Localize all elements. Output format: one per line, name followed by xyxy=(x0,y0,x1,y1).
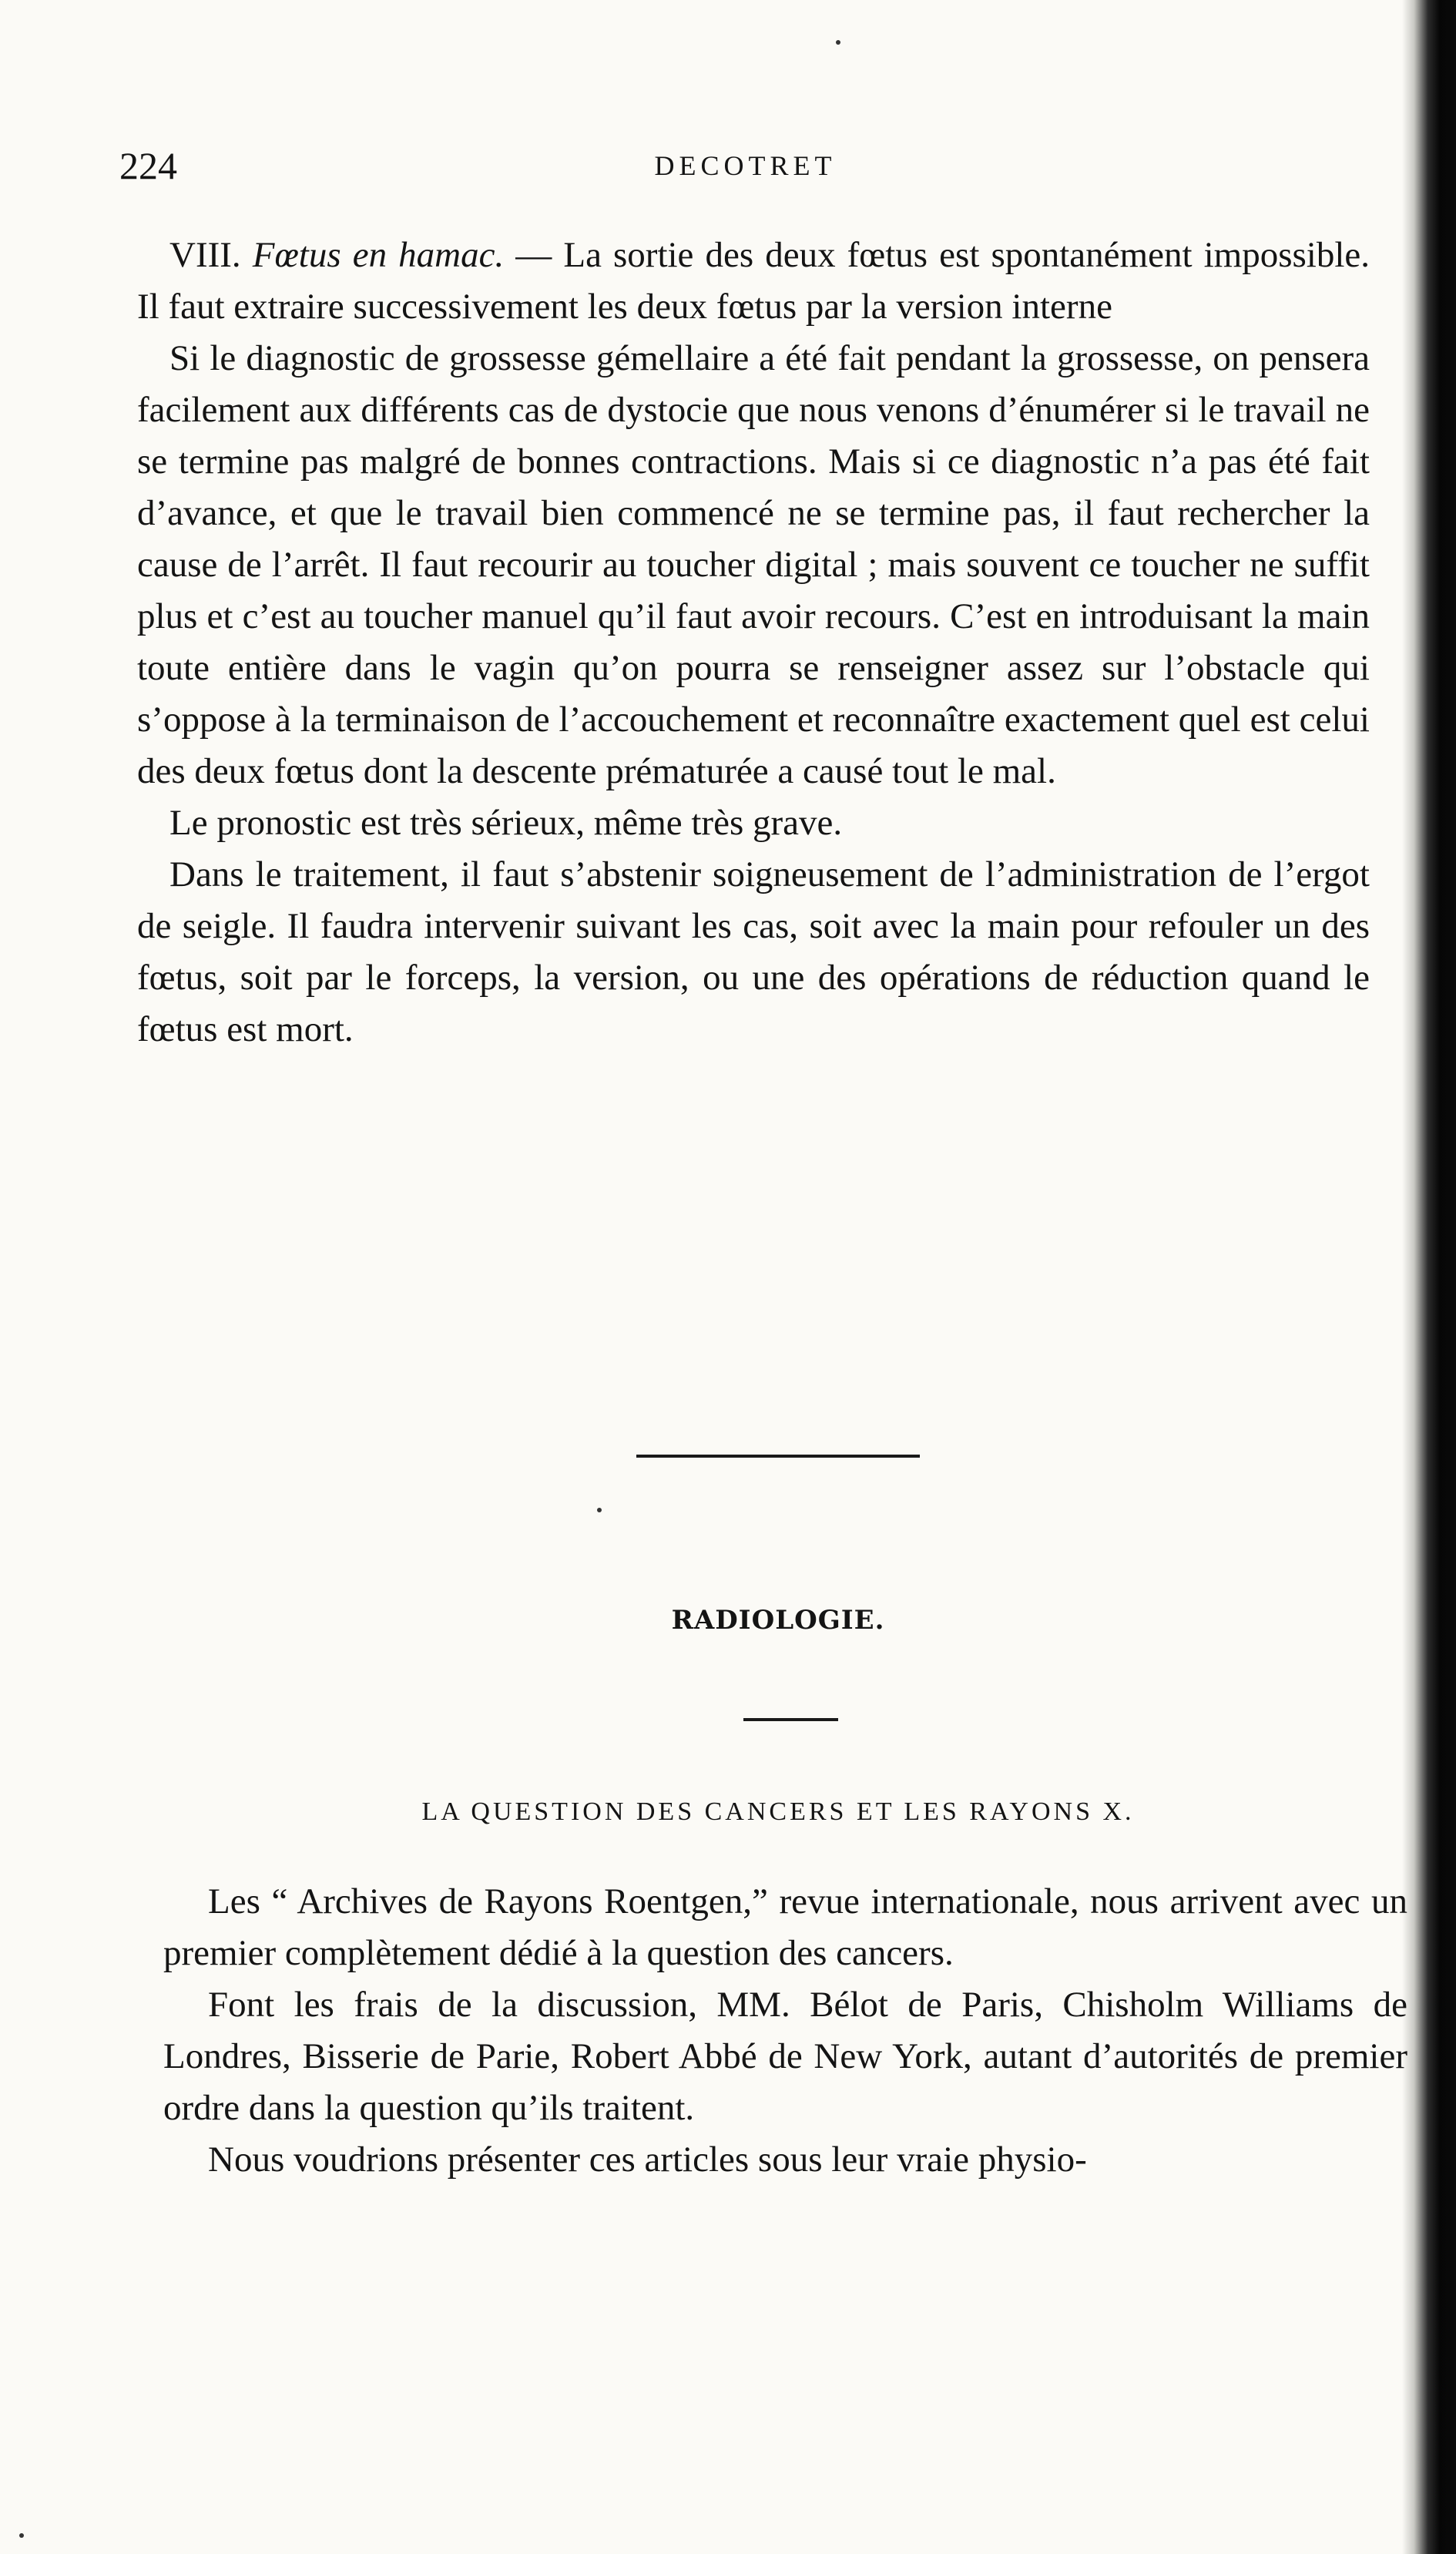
running-head: DECOTRET xyxy=(654,150,837,181)
section-divider xyxy=(636,1455,920,1458)
paragraph: Nous voudrions présenter ces articles sous leur vraie physio- xyxy=(208,2140,1087,2180)
speck xyxy=(19,2533,24,2538)
paragraph: Le pronostic est très sérieux, même très grave. xyxy=(169,803,843,843)
speck xyxy=(597,1508,602,1512)
paragraph: Si le diagnostic de grossesse gémellaire a été fait pendant la grossesse, on pensera facilement aux différents cas de dystocie que nous venons d’énumérer si le travail ne se termine pas malgré de bonnes contractions. Mais si ce diagnostic n’a pas été fait d’avance, et que le travail bien commencé ne se termine pas, il faut rechercher la cause de l’arrêt. Il faut recourir au toucher digital ; mais souvent ce toucher ne suffit plus et c’est au toucher manuel qu’il faut avoir recours. C’est en introduisant la main toute entière dans le vagin qu’on pourra se renseigner assez sur l’obstacle qui s’oppose à la terminaison de l’accouchement et reconnaître exactement quel est celui des deux fœtus dont la descente prématurée a causé tout le mal. xyxy=(137,338,1370,791)
article-body xyxy=(163,1876,1407,2186)
heading-divider xyxy=(743,1718,838,1721)
speck xyxy=(836,40,840,45)
article-title: LA QUESTION DES CANCERS ET LES RAYONS X. xyxy=(421,1797,1135,1826)
section-body xyxy=(137,230,1370,1055)
section-number: VIII. xyxy=(169,235,241,275)
page-edge-shadow xyxy=(1402,0,1456,2554)
paragraph: Les “ Archives de Rayons Roentgen,” revue internationale, nous arrivent avec un premier complètement dédié à la question des cancers. xyxy=(163,1881,1407,1973)
paragraph: Font les frais de la discussion, MM. Bélot de Paris, Chisholm Williams de Londres, Bisserie de Parie, Robert Abbé de New York, autant d’autorités de premier ordre dans la question qu’ils traitent. xyxy=(163,1985,1407,2128)
paragraph: Dans le traitement, il faut s’abstenir soigneusement de l’administration de l’ergot de seigle. Il faudra intervenir suivant les cas, soit avec la main pour refouler un des fœtus, soit par le forceps, la version, ou une des opérations de réduction quand le fœtus est mort. xyxy=(137,854,1370,1049)
section-heading: RADIOLOGIE. xyxy=(671,1605,885,1636)
page-number: 224 xyxy=(119,144,177,187)
section-title: Fœtus en hamac. xyxy=(252,235,505,275)
paragraph xyxy=(137,230,1370,333)
paragraph-text: — La sortie des deux fœtus est spontanément impossible. Il faut extraire successivement les deux fœtus par la version interne xyxy=(137,235,1370,327)
page-header xyxy=(119,143,1371,189)
